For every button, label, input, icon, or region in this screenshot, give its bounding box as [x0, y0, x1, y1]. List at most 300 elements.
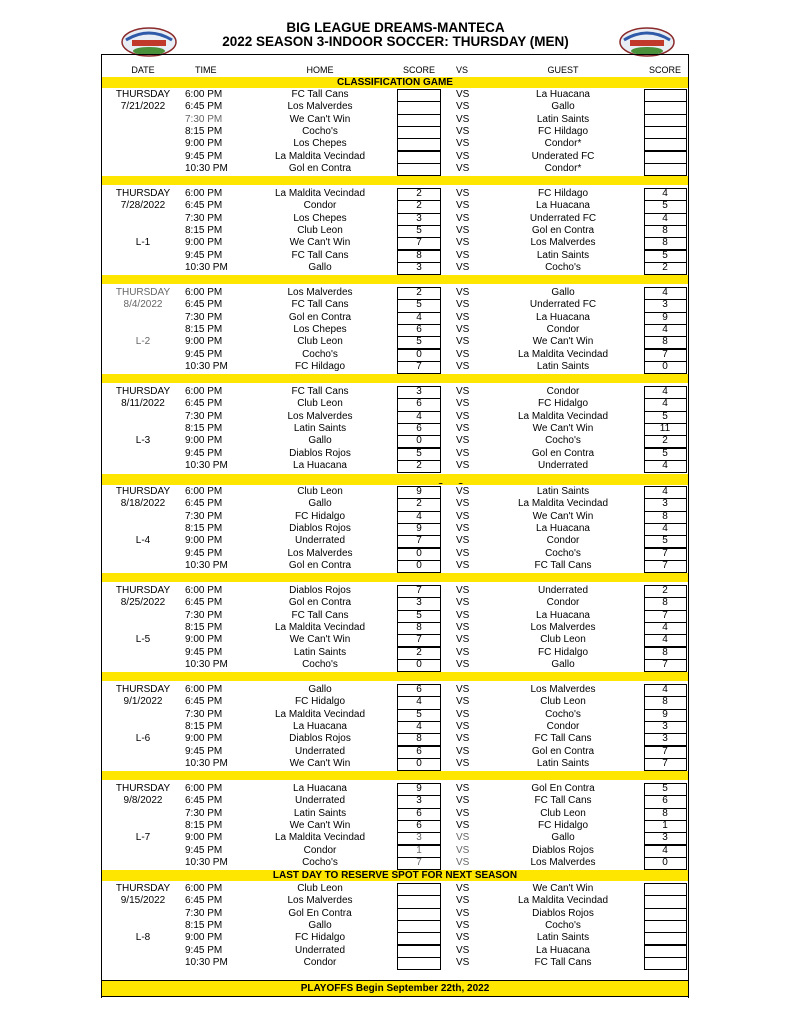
vs-label: VS	[456, 733, 470, 745]
vs-label: VS	[456, 486, 470, 497]
home-score-box	[397, 585, 441, 598]
game-time: 7:30 PM	[185, 113, 223, 125]
home-team: La Huacana	[293, 720, 347, 732]
guest-score: 3	[662, 498, 668, 510]
guest-score: 4	[662, 844, 668, 856]
home-team: FC Tall Cans	[291, 609, 349, 621]
week-day: THURSDAY	[115, 287, 171, 298]
guest-score: 3	[662, 733, 668, 745]
game-row	[101, 895, 689, 907]
guest-score-box	[644, 486, 687, 499]
week-label: L-1	[135, 237, 151, 249]
home-score-box	[397, 709, 441, 722]
home-score-box	[397, 597, 441, 610]
vs-label: VS	[456, 757, 470, 769]
game-time: 7:30 PM	[185, 410, 223, 422]
guest-score-box	[644, 597, 687, 610]
guest-score: 8	[662, 597, 668, 609]
home-score-box	[397, 560, 441, 573]
vs-label: VS	[456, 919, 470, 931]
home-team: Cocho's	[302, 658, 338, 670]
guest-team: Latin Saints	[536, 113, 590, 125]
home-team: FC Tall Cans	[291, 299, 349, 311]
game-time: 7:30 PM	[185, 510, 223, 522]
home-score: 6	[416, 398, 422, 410]
guest-score-box	[644, 758, 687, 771]
game-row	[101, 659, 689, 671]
game-row	[101, 845, 689, 857]
guest-score: 4	[662, 486, 668, 497]
guest-score: 5	[662, 200, 668, 212]
guest-team: La Huacana	[536, 944, 590, 956]
home-team: We Can't Win	[289, 634, 351, 646]
week-label: L-4	[135, 535, 151, 547]
game-row	[101, 138, 689, 150]
home-score: 9	[416, 522, 422, 534]
week-separator	[102, 474, 688, 483]
guest-score-box	[644, 213, 687, 226]
week-separator	[102, 573, 688, 582]
vs-label: VS	[456, 559, 470, 571]
guest-team: Condor	[546, 386, 580, 397]
home-score-box	[397, 460, 441, 473]
game-time: 8:15 PM	[185, 224, 223, 236]
game-time: 6:00 PM	[185, 386, 223, 397]
vs-label: VS	[456, 249, 470, 261]
guest-score: 4	[662, 188, 668, 199]
guest-score-box	[644, 622, 687, 635]
guest-score-box	[644, 435, 687, 448]
home-score: 3	[416, 597, 422, 609]
home-score: 5	[416, 224, 422, 236]
guest-team: FC Hildago	[537, 125, 589, 137]
home-score: 3	[416, 795, 422, 807]
home-score: 5	[416, 447, 422, 459]
home-team: Gallo	[308, 684, 332, 695]
guest-team: Gallo	[551, 287, 575, 298]
guest-team: Gol en Contra	[531, 447, 595, 459]
home-score: 6	[416, 745, 422, 757]
guest-score: 0	[662, 360, 668, 372]
col-time: TIME	[195, 65, 217, 75]
game-time: 10:30 PM	[185, 360, 228, 372]
col-score-home: SCORE	[402, 65, 435, 75]
guest-team: Latin Saints	[536, 249, 590, 261]
guest-score-box	[644, 696, 687, 709]
home-team: Los Malverdes	[287, 101, 353, 113]
home-score-box	[397, 411, 441, 424]
game-time: 6:00 PM	[185, 486, 223, 497]
home-score-box	[397, 758, 441, 771]
home-score-box	[397, 163, 441, 176]
game-time: 9:45 PM	[185, 844, 223, 856]
guest-score-box	[644, 324, 687, 337]
game-row	[101, 163, 689, 175]
game-time: 6:45 PM	[185, 101, 223, 113]
vs-label: VS	[456, 547, 470, 559]
vs-label: VS	[456, 895, 470, 907]
week-separator	[102, 672, 688, 681]
home-team: Los Chepes	[293, 138, 347, 150]
home-team: Club Leon	[297, 398, 343, 410]
vs-label: VS	[456, 237, 470, 249]
home-team: We Can't Win	[289, 757, 351, 769]
home-score-box	[397, 795, 441, 808]
guest-score-box	[644, 795, 687, 808]
vs-label: VS	[456, 287, 470, 298]
vs-label: VS	[456, 807, 470, 819]
guest-score: 8	[662, 336, 668, 348]
home-score-box	[397, 151, 441, 164]
guest-score-box	[644, 398, 687, 411]
game-time: 9:00 PM	[185, 336, 223, 348]
guest-team: La Maldita Vecindad	[517, 410, 609, 422]
game-row	[101, 523, 689, 535]
guest-score: 4	[662, 621, 668, 633]
home-score-box	[397, 299, 441, 312]
game-row	[101, 312, 689, 324]
vs-label: VS	[456, 348, 470, 360]
game-row	[101, 945, 689, 957]
vs-label: VS	[456, 634, 470, 646]
vs-label: VS	[456, 585, 470, 596]
guest-team: FC Hidalgo	[537, 398, 589, 410]
game-time: 8:15 PM	[185, 422, 223, 434]
page-subtitle: 2022 SEASON 3-INDOOR SOCCER: THURSDAY (MEN)	[222, 34, 569, 49]
vs-label: VS	[456, 311, 470, 323]
home-team: We Can't Win	[289, 819, 351, 831]
vs-label: VS	[456, 89, 470, 100]
vs-label: VS	[456, 435, 470, 447]
home-score-box	[397, 523, 441, 536]
guest-score-box	[644, 225, 687, 238]
guest-score: 7	[662, 559, 668, 571]
game-row	[101, 287, 689, 299]
game-time: 9:45 PM	[185, 646, 223, 658]
guest-team: We Can't Win	[532, 422, 594, 434]
home-score-box	[397, 101, 441, 114]
guest-score: 7	[662, 757, 668, 769]
home-score-box	[397, 647, 441, 660]
game-row	[101, 585, 689, 597]
home-team: FC Hidalgo	[294, 510, 346, 522]
vs-label: VS	[456, 708, 470, 720]
guest-score: 8	[662, 237, 668, 249]
game-row	[101, 386, 689, 398]
guest-score-box	[644, 883, 687, 896]
guest-score-box	[644, 684, 687, 697]
game-time: 6:45 PM	[185, 696, 223, 708]
guest-score: 5	[662, 783, 668, 794]
game-row	[101, 808, 689, 820]
game-time: 10:30 PM	[185, 658, 228, 670]
week-day: THURSDAY	[115, 585, 171, 596]
game-time: 6:00 PM	[185, 89, 223, 100]
guest-score-box	[644, 535, 687, 548]
guest-team: Latin Saints	[536, 757, 590, 769]
home-score: 0	[416, 348, 422, 360]
home-score-box	[397, 535, 441, 548]
home-score-box	[397, 845, 441, 858]
vs-label: VS	[456, 188, 470, 199]
col-vs: VS	[456, 65, 469, 75]
game-row	[101, 684, 689, 696]
col-date: DATE	[131, 65, 155, 75]
guest-score: 4	[662, 212, 668, 224]
home-team: Gol en Contra	[288, 162, 352, 174]
home-score-box	[397, 435, 441, 448]
game-row	[101, 857, 689, 869]
home-score-box	[397, 696, 441, 709]
game-time: 9:45 PM	[185, 547, 223, 559]
vs-label: VS	[456, 212, 470, 224]
game-time: 6:45 PM	[185, 498, 223, 510]
home-score-box	[397, 448, 441, 461]
home-score: 4	[416, 696, 422, 708]
vs-label: VS	[456, 336, 470, 348]
home-team: FC Hidalgo	[294, 696, 346, 708]
home-team: Gallo	[308, 498, 332, 510]
home-score: 8	[416, 733, 422, 745]
guest-score-box	[644, 126, 687, 139]
guest-score: 3	[662, 299, 668, 311]
week-label: L-7	[135, 832, 151, 844]
home-score-box	[397, 423, 441, 436]
guest-team: Underated FC	[531, 150, 595, 162]
guest-team: La Maldita Vecindad	[517, 348, 609, 360]
home-score: 0	[416, 547, 422, 559]
vs-label: VS	[456, 113, 470, 125]
week-day: THURSDAY	[115, 386, 171, 397]
guest-team: Los Malverdes	[530, 621, 596, 633]
guest-team: Condor*	[544, 162, 582, 174]
home-score: 5	[416, 708, 422, 720]
week-day: THURSDAY	[115, 188, 171, 199]
guest-score-box	[644, 138, 687, 151]
home-score-box	[397, 832, 441, 845]
game-row	[101, 560, 689, 572]
week-label: L-2	[135, 336, 151, 348]
home-score: 0	[416, 559, 422, 571]
guest-team: Condor	[546, 535, 580, 547]
game-time: 7:30 PM	[185, 311, 223, 323]
week-date: 9/15/2022	[120, 895, 166, 907]
game-row	[101, 597, 689, 609]
guest-team: Club Leon	[540, 807, 586, 819]
game-time: 10:30 PM	[185, 559, 228, 571]
guest-score-box	[644, 746, 687, 759]
home-team: Los Malverdes	[287, 410, 353, 422]
game-row	[101, 647, 689, 659]
guest-team: Condor	[546, 323, 580, 335]
guest-score: 5	[662, 535, 668, 547]
week-day: THURSDAY	[115, 783, 171, 794]
guest-score-box	[644, 151, 687, 164]
home-score: 5	[416, 609, 422, 621]
week-date: 9/1/2022	[123, 696, 163, 708]
vs-label: VS	[456, 101, 470, 113]
game-time: 6:00 PM	[185, 783, 223, 794]
home-score-box	[397, 200, 441, 213]
vs-label: VS	[456, 819, 470, 831]
guest-score: 4	[662, 634, 668, 646]
week-separator	[102, 176, 688, 185]
guest-score-box	[644, 287, 687, 300]
game-time: 9:45 PM	[185, 150, 223, 162]
vs-label: VS	[456, 410, 470, 422]
home-team: Gallo	[308, 261, 332, 273]
game-row	[101, 262, 689, 274]
game-time: 10:30 PM	[185, 757, 228, 769]
guest-team: Club Leon	[540, 696, 586, 708]
game-row	[101, 188, 689, 200]
guest-score-box	[644, 647, 687, 660]
playoffs-banner: PLAYOFFS Begin September 22th, 2022	[101, 980, 689, 997]
game-time: 8:15 PM	[185, 720, 223, 732]
week-day: THURSDAY	[115, 89, 171, 100]
home-team: FC Hidalgo	[294, 932, 346, 944]
guest-team: La Huacana	[536, 89, 590, 100]
home-score: 7	[416, 634, 422, 646]
game-time: 6:45 PM	[185, 795, 223, 807]
guest-score: 8	[662, 510, 668, 522]
col-home: HOME	[306, 65, 334, 75]
guest-score-box	[644, 610, 687, 623]
game-time: 6:45 PM	[185, 895, 223, 907]
home-score-box	[397, 287, 441, 300]
home-score-box	[397, 237, 441, 250]
game-row	[101, 883, 689, 895]
home-score-box	[397, 957, 441, 970]
vs-label: VS	[456, 795, 470, 807]
guest-team: We Can't Win	[532, 883, 594, 894]
home-score: 2	[416, 200, 422, 212]
home-score: 0	[416, 435, 422, 447]
vs-label: VS	[456, 459, 470, 471]
vs-label: VS	[456, 162, 470, 174]
game-row	[101, 696, 689, 708]
vs-label: VS	[456, 261, 470, 273]
game-row	[101, 957, 689, 969]
vs-label: VS	[456, 844, 470, 856]
home-team: Condor	[303, 956, 337, 968]
home-score: 7	[416, 237, 422, 249]
guest-team: La Huacana	[536, 311, 590, 323]
vs-label: VS	[456, 597, 470, 609]
guest-score: 6	[662, 795, 668, 807]
reserve-band: LAST DAY TO RESERVE SPOT FOR NEXT SEASON	[102, 870, 688, 881]
home-score: 6	[416, 422, 422, 434]
home-score-box	[397, 213, 441, 226]
guest-score: 4	[662, 522, 668, 534]
game-time: 6:00 PM	[185, 287, 223, 298]
guest-score-box	[644, 250, 687, 263]
home-score-box	[397, 188, 441, 201]
game-row	[101, 746, 689, 758]
guest-score-box	[644, 200, 687, 213]
home-score: 2	[416, 646, 422, 658]
home-score-box	[397, 746, 441, 759]
game-time: 9:45 PM	[185, 944, 223, 956]
guest-score-box	[644, 634, 687, 647]
home-score-box	[397, 622, 441, 635]
guest-score-box	[644, 808, 687, 821]
home-score: 6	[416, 819, 422, 831]
game-row	[101, 920, 689, 932]
guest-score-box	[644, 411, 687, 424]
game-time: 6:45 PM	[185, 597, 223, 609]
guest-score-box	[644, 832, 687, 845]
game-time: 8:15 PM	[185, 621, 223, 633]
guest-score-box	[644, 733, 687, 746]
game-time: 9:00 PM	[185, 832, 223, 844]
week-label: L-3	[135, 435, 151, 447]
guest-score: 4	[662, 398, 668, 410]
guest-team: Cocho's	[545, 919, 581, 931]
game-time: 10:30 PM	[185, 261, 228, 273]
home-score-box	[397, 486, 441, 499]
home-score: 3	[416, 832, 422, 844]
game-row	[101, 908, 689, 920]
home-team: Condor	[303, 844, 337, 856]
week-date: 9/8/2022	[123, 795, 163, 807]
game-row	[101, 435, 689, 447]
home-team: FC Hildago	[294, 360, 346, 372]
guest-team: Gallo	[551, 658, 575, 670]
home-team: Cocho's	[302, 125, 338, 137]
home-score: 4	[416, 720, 422, 732]
guest-score: 2	[662, 435, 668, 447]
home-score-box	[397, 610, 441, 623]
vs-label: VS	[456, 447, 470, 459]
home-team: Gol en Contra	[288, 311, 352, 323]
column-header	[101, 65, 689, 76]
home-team: Cocho's	[302, 348, 338, 360]
vs-label: VS	[456, 932, 470, 944]
guest-score-box	[644, 299, 687, 312]
home-score-box	[397, 262, 441, 275]
home-score: 5	[416, 299, 422, 311]
home-score: 6	[416, 807, 422, 819]
guest-score: 7	[662, 658, 668, 670]
guest-team: Latin Saints	[536, 360, 590, 372]
guest-team: Underrated FC	[529, 299, 597, 311]
home-score: 0	[416, 658, 422, 670]
home-score: 2	[416, 498, 422, 510]
home-team: La Huacana	[293, 783, 347, 794]
home-score: 9	[416, 783, 422, 794]
guest-score-box	[644, 511, 687, 524]
guest-team: Gol en Contra	[531, 745, 595, 757]
guest-score: 5	[662, 410, 668, 422]
home-team: Los Chepes	[293, 212, 347, 224]
game-row	[101, 250, 689, 262]
guest-score-box	[644, 312, 687, 325]
home-team: Club Leon	[297, 486, 343, 497]
week-date: 8/18/2022	[120, 498, 166, 510]
vs-label: VS	[456, 510, 470, 522]
guest-team: Gallo	[551, 832, 575, 844]
game-row	[101, 634, 689, 646]
guest-team: FC Tall Cans	[534, 733, 592, 745]
home-score: 7	[416, 585, 422, 596]
game-row	[101, 622, 689, 634]
home-score-box	[397, 684, 441, 697]
guest-score-box	[644, 386, 687, 399]
home-score: 6	[416, 323, 422, 335]
home-team: Gallo	[308, 919, 332, 931]
home-score-box	[397, 361, 441, 374]
